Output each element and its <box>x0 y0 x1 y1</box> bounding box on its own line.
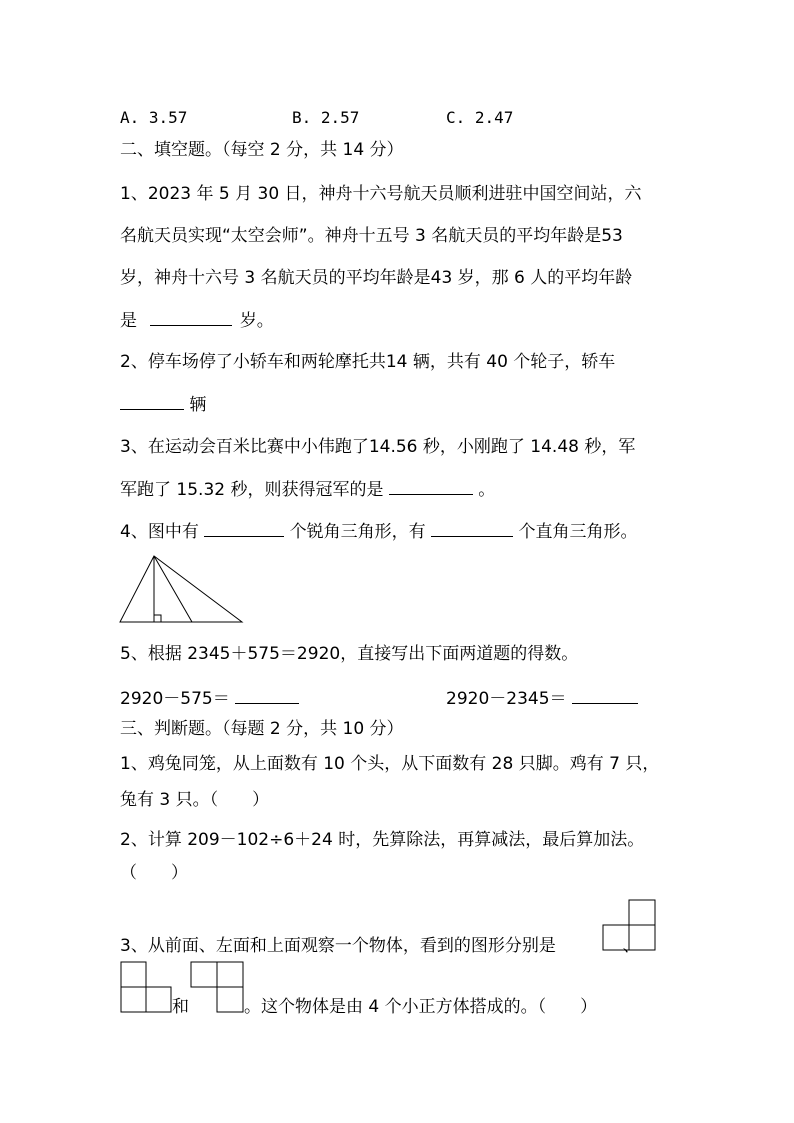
choice-a: A. 3.57 <box>120 108 188 127</box>
front-view-figure <box>602 899 656 951</box>
q3-3-and: 和 <box>172 997 189 1017</box>
left-view-figure <box>120 961 172 1013</box>
equation-1: 2920－575＝ <box>120 689 230 709</box>
q2-3-line-2 <box>120 478 495 501</box>
equation-2: 2920－2345＝ <box>446 689 567 709</box>
answer-blank[interactable] <box>389 478 473 495</box>
top-view-figure <box>190 961 244 1013</box>
answer-blank[interactable] <box>572 687 638 704</box>
choice-c: C. 2.47 <box>446 108 514 127</box>
section-3-title: 三、判断题。（每题 2 分，共 10 分） <box>120 719 404 739</box>
q2-1-line-3: 岁，神舟十六号 3 名航天员的平均年龄是43 岁，那 6 人的平均年龄 <box>120 268 633 288</box>
choice-b: B. 2.57 <box>292 108 360 127</box>
q3-3-line-2: 。这个物体是由 4 个小正方体搭成的。（ ） <box>244 997 598 1017</box>
q2-2-line-2 <box>120 393 206 416</box>
q2-4-text-c: 个直角三角形。 <box>518 522 638 542</box>
answer-blank[interactable] <box>120 393 184 410</box>
answer-blank[interactable] <box>150 309 232 326</box>
q3-3-comma: 、 <box>622 936 640 956</box>
q2-4-text-b: 个锐角三角形，有 <box>289 522 426 542</box>
q2-2-suffix: 辆 <box>189 395 207 415</box>
answer-blank[interactable] <box>235 687 299 704</box>
q2-1-line-2: 名航天员实现“太空会师”。神舟十五号 3 名航天员的平均年龄是53 <box>120 226 623 246</box>
q2-1-prefix: 是 <box>120 311 137 331</box>
q2-3-line-1: 3、在运动会百米比赛中小伟跑了14.56 秒，小刚跑了 14.48 秒，军 <box>120 437 636 457</box>
q3-1-line-1: 1、鸡兔同笼，从上面数有 10 个头，从下面数有 28 只脚。鸡有 7 只， <box>120 754 660 774</box>
q2-4-text-a: 4、图中有 <box>120 522 199 542</box>
q2-1-line-1: 1、2023 年 5 月 30 日，神舟十六号航天员顺利进驻中国空间站，六 <box>120 184 642 204</box>
q2-5-line-1: 5、根据 2345＋575＝2920，直接写出下面两道题的得数。 <box>120 644 579 664</box>
q2-5-eq-1 <box>120 687 299 710</box>
answer-blank[interactable] <box>431 520 513 537</box>
q2-3-suffix: 。 <box>478 480 496 500</box>
q3-2-line-2: （ ） <box>120 863 188 883</box>
q2-2-line-1: 2、停车场停了小轿车和两轮摩托共14 辆，共有 40 个轮子，轿车 <box>120 352 616 372</box>
q2-4-line <box>120 520 637 543</box>
q2-1-suffix: 岁。 <box>239 311 274 331</box>
q3-3-line-1 <box>120 935 640 957</box>
answer-blank[interactable] <box>204 520 284 537</box>
triangle-figure <box>118 555 246 625</box>
q2-5-eq-2 <box>446 687 638 710</box>
section-2-title: 二、填空题。（每空 2 分，共 14 分） <box>120 140 404 160</box>
q2-1-line-4 <box>120 309 274 332</box>
q3-3-text: 3、从前面、左面和上面观察一个物体，看到的图形分别是 <box>120 936 556 956</box>
q3-2-line-1: 2、计算 209－102÷6＋24 时，先算除法，再算减法，最后算加法。 <box>120 830 645 850</box>
q2-3-text: 军跑了 15.32 秒，则获得冠军的是 <box>120 480 384 500</box>
q3-1-line-2: 兔有 3 只。（ ） <box>120 790 270 810</box>
